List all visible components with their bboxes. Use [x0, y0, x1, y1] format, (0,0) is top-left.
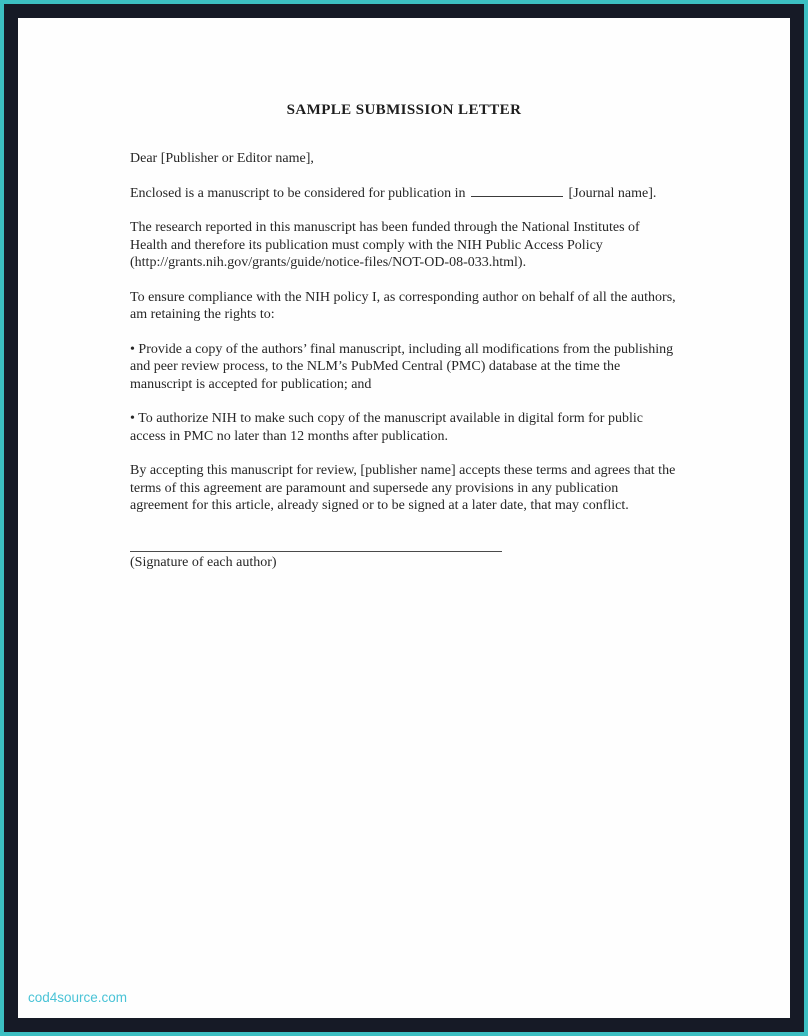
enclosed-prefix: Enclosed is a manuscript to be considered for publication in: [130, 185, 466, 201]
paragraph-funding: The research reported in this manuscript has been funded through the National Institutes of Health and therefore its publication must comply with the NIH Public Access Policy (http://grants.nih.gov/grants/guide/notice-files/NOT-OD-08-033.html).: [130, 220, 640, 271]
bullet-item-authorize-nih: • To authorize NIH to make such copy of the manuscript available in digital form for public access in PMC no later than 12 months after publication.: [130, 411, 643, 444]
watermark-link[interactable]: cod4source.com: [28, 989, 128, 1005]
paragraph-enclosed: [130, 184, 678, 202]
enclosed-suffix: [Journal name].: [568, 185, 657, 201]
journal-name-blank-line: [471, 184, 563, 197]
paragraph-compliance-intro: To ensure compliance with the NIH policy I, as corresponding author on behalf of all the authors, am retaining the rights to:: [130, 289, 676, 323]
signature-caption: (Signature of each author): [130, 554, 277, 570]
paragraph-acceptance: By accepting this manuscript for review, [publisher name] accepts these terms and agrees that the terms of this agreement are paramount and supersede any provisions in any publication agreement for this article, already signed or to be signed at a later date, that may conflict.: [130, 463, 676, 514]
inner-frame-border: [4, 4, 804, 1032]
letter-title: SAMPLE SUBMISSION LETTER: [286, 102, 522, 118]
letter-page: [18, 18, 790, 1018]
signature-line: [130, 537, 502, 552]
salutation: Dear [Publisher or Editor name],: [130, 150, 314, 166]
bullet-item-manuscript-copy: • Provide a copy of the authors’ final manuscript, including all modifications from the publishing and peer review process, to the NLM’s PubMed Central (PMC) database at the time the manuscript is accepted for publication; and: [130, 341, 674, 392]
signature-block: [130, 537, 678, 572]
